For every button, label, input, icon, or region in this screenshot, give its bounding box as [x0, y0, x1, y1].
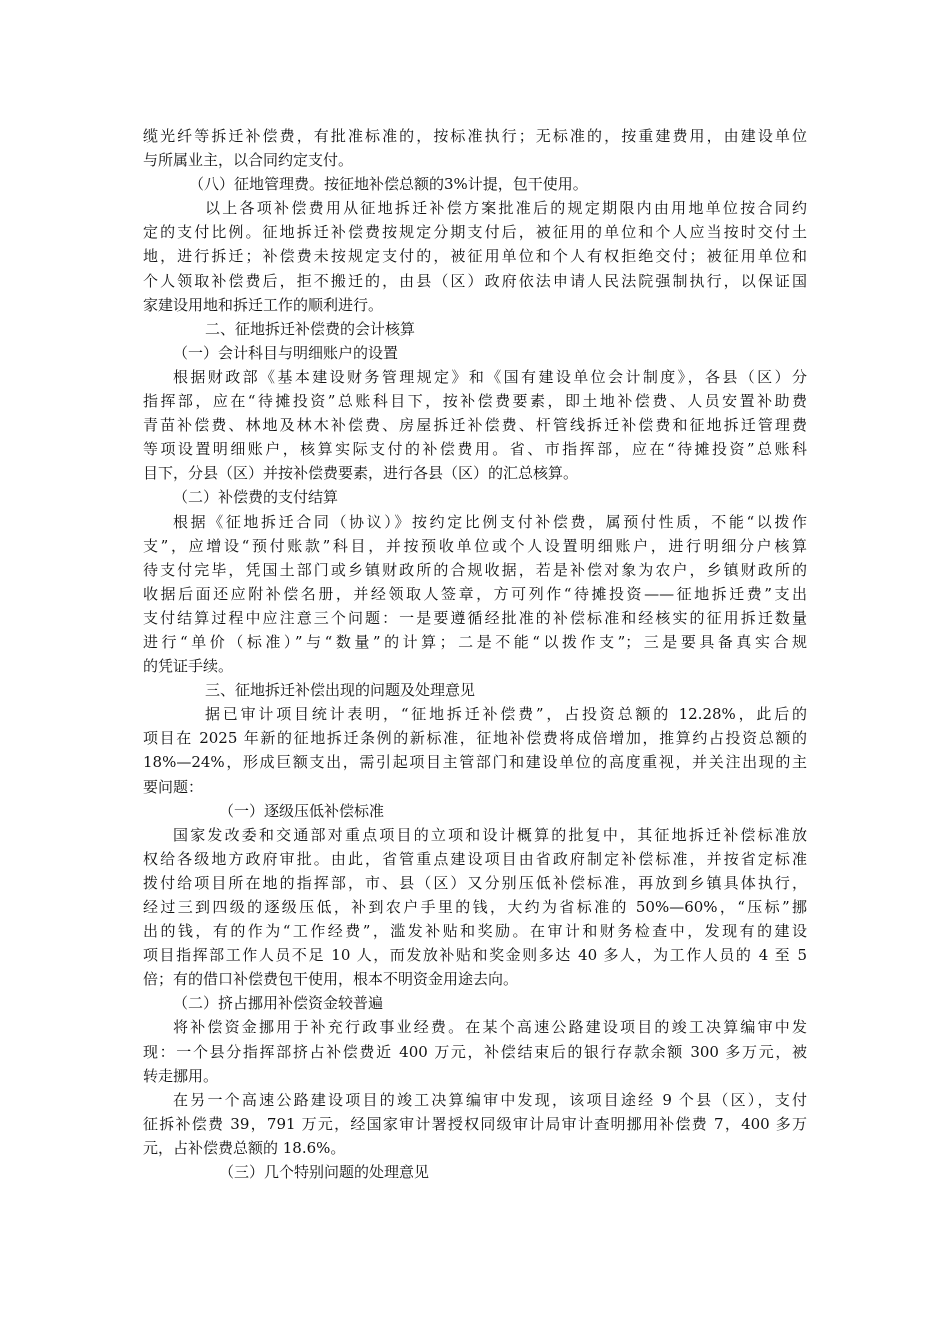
text-line: 青苗补偿费、林地及林木补偿费、房屋拆迁补偿费、杆管线拆迁补偿费和征地拆迁管理费 — [143, 416, 807, 435]
subsection-heading: （二）补偿费的支付结算 — [173, 488, 339, 507]
text-line: 家建设用地和拆迁工作的顺利进行。 — [143, 295, 384, 314]
text-line: 收据后面还应附补偿名册，并经领取人签章，方可列作“待摊投资——征地拆迁费”支出 — [143, 584, 807, 603]
text-line: 支”，应增设“预付账款”科目，并按预收单位或个人设置明细账户，进行明细分户核算 — [143, 536, 807, 555]
text-line: 项目在 2025 年新的征地拆迁条例的新标准，征地补偿费将成倍增加，推算约占投资总额的 — [143, 729, 807, 748]
text-line: 征拆补偿费 39，791 万元，经国家审计署授权同级审计局审计查明挪用补偿费 7，400 多万 — [143, 1114, 807, 1133]
text-line: 定的支付比例。征地拆迁补偿费按规定分期支付后，被征用的单位和个人应当按时交付土 — [143, 223, 807, 242]
text-line: 18%—24%，形成巨额支出，需引起项目主管部门和建设单位的高度重视，并关注出现的主 — [143, 753, 807, 772]
text-line: 指挥部，应在“待摊投资”总账科目下，按补偿费要素，即土地补偿费、人员安置补助费 — [143, 392, 807, 411]
text-line: （八）征地管理费。按征地补偿总额的3%计提，包干使用。 — [189, 175, 588, 194]
text-line: 据已审计项目统计表明，“征地拆迁补偿费”，占投资总额的 12.28%，此后的 — [205, 705, 807, 724]
text-line: 根据财政部《基本建设财务管理规定》和《国有建设单位会计制度》，各县（区）分 — [173, 367, 807, 386]
text-line: 将补偿资金挪用于补充行政事业经费。在某个高速公路建设项目的竣工决算编审中发 — [173, 1018, 807, 1037]
text-line: 在另一个高速公路建设项目的竣工决算编审中发现，该项目途经 9 个县（区），支付 — [173, 1090, 807, 1109]
section-heading: 三、征地拆迁补偿出现的问题及处理意见 — [205, 681, 476, 700]
text-line: 个人领取补偿费后，拒不搬迁的，由县（区）政府依法申请人民法院强制执行，以保证国 — [143, 271, 807, 290]
text-line: 进行“单价（标准）”与“数量”的计算；二是不能“以拨作支”；三是要具备真实合规 — [143, 632, 807, 651]
text-line: 的凭证手续。 — [143, 657, 234, 676]
text-line: 权给各级地方政府审批。由此，省管重点建设项目由省政府制定补偿标准，并按省定标准 — [143, 849, 807, 868]
text-line: 以上各项补偿费用从征地拆迁补偿方案批准后的规定期限内由用地单位按合同约 — [205, 199, 807, 218]
text-line: 根据《征地拆迁合同（协议）》按约定比例支付补偿费，属预付性质，不能“以拨作 — [173, 512, 807, 531]
text-line: 要问题： — [143, 777, 204, 796]
text-line: 现：一个县分指挥部挤占补偿费近 400 万元，补偿结束后的银行存款余额 300 多万元，被 — [143, 1042, 807, 1061]
text-line: 项目指挥部工作人员不足 10 人，而发放补贴和奖金则多达 40 多人，为工作人员的 4 至 5 — [143, 946, 807, 965]
text-line: 支付结算过程中应注意三个问题：一是要遵循经批准的补偿标准和经核实的征用拆迁数量 — [143, 608, 807, 627]
text-line: 国家发改委和交通部对重点项目的立项和设计概算的批复中，其征地拆迁补偿标准放 — [173, 825, 807, 844]
subsection-heading: （一）会计科目与明细账户的设置 — [173, 343, 399, 362]
text-line: 拨付给项目所在地的指挥部，市、县（区）又分别压低补偿标准，再放到乡镇具体执行， — [143, 873, 807, 892]
document-page — [143, 124, 807, 1184]
text-line: 与所属业主，以合同约定支付。 — [143, 151, 354, 170]
text-line: 地，进行拆迁；补偿费未按规定支付的，被征用单位和个人有权拒绝交付；被征用单位和 — [143, 247, 807, 266]
text-line: 待支付完毕，凭国土部门或乡镇财政所的合规收据，若是补偿对象为农户，乡镇财政所的 — [143, 560, 807, 579]
subsection-heading: （二）挤占挪用补偿资金较普遍 — [173, 994, 384, 1013]
text-line: 缆光纤等拆迁补偿费，有批准标准的，按标准执行；无标准的，按重建费用，由建设单位 — [143, 127, 807, 145]
text-line: 元，占补偿费总额的 18.6%。 — [143, 1138, 346, 1157]
text-line: 经过三到四级的逐级压低，补到农户手里的钱，大约为省标准的 50%—60%，“压标”挪 — [143, 898, 807, 916]
subsection-heading: （一）逐级压低补偿标准 — [219, 801, 385, 820]
text-line: 出的钱，有的作为“工作经费”，滥发补贴和奖励。在审计和财务检查中，发现有的建设 — [143, 922, 807, 941]
text-line: 目下，分县（区）并按补偿费要素，进行各县（区）的汇总核算。 — [143, 464, 579, 483]
text-line: 倍；有的借口补偿费包干使用，根本不明资金用途去向。 — [143, 970, 519, 989]
subsection-heading: （三）几个特别问题的处理意见 — [219, 1163, 430, 1182]
section-heading: 二、征地拆迁补偿费的会计核算 — [205, 319, 416, 338]
text-line: 转走挪用。 — [143, 1066, 219, 1085]
text-line: 等项设置明细账户，核算实际支付的补偿费用。省、市指挥部，应在“待摊投资”总账科 — [143, 440, 807, 459]
